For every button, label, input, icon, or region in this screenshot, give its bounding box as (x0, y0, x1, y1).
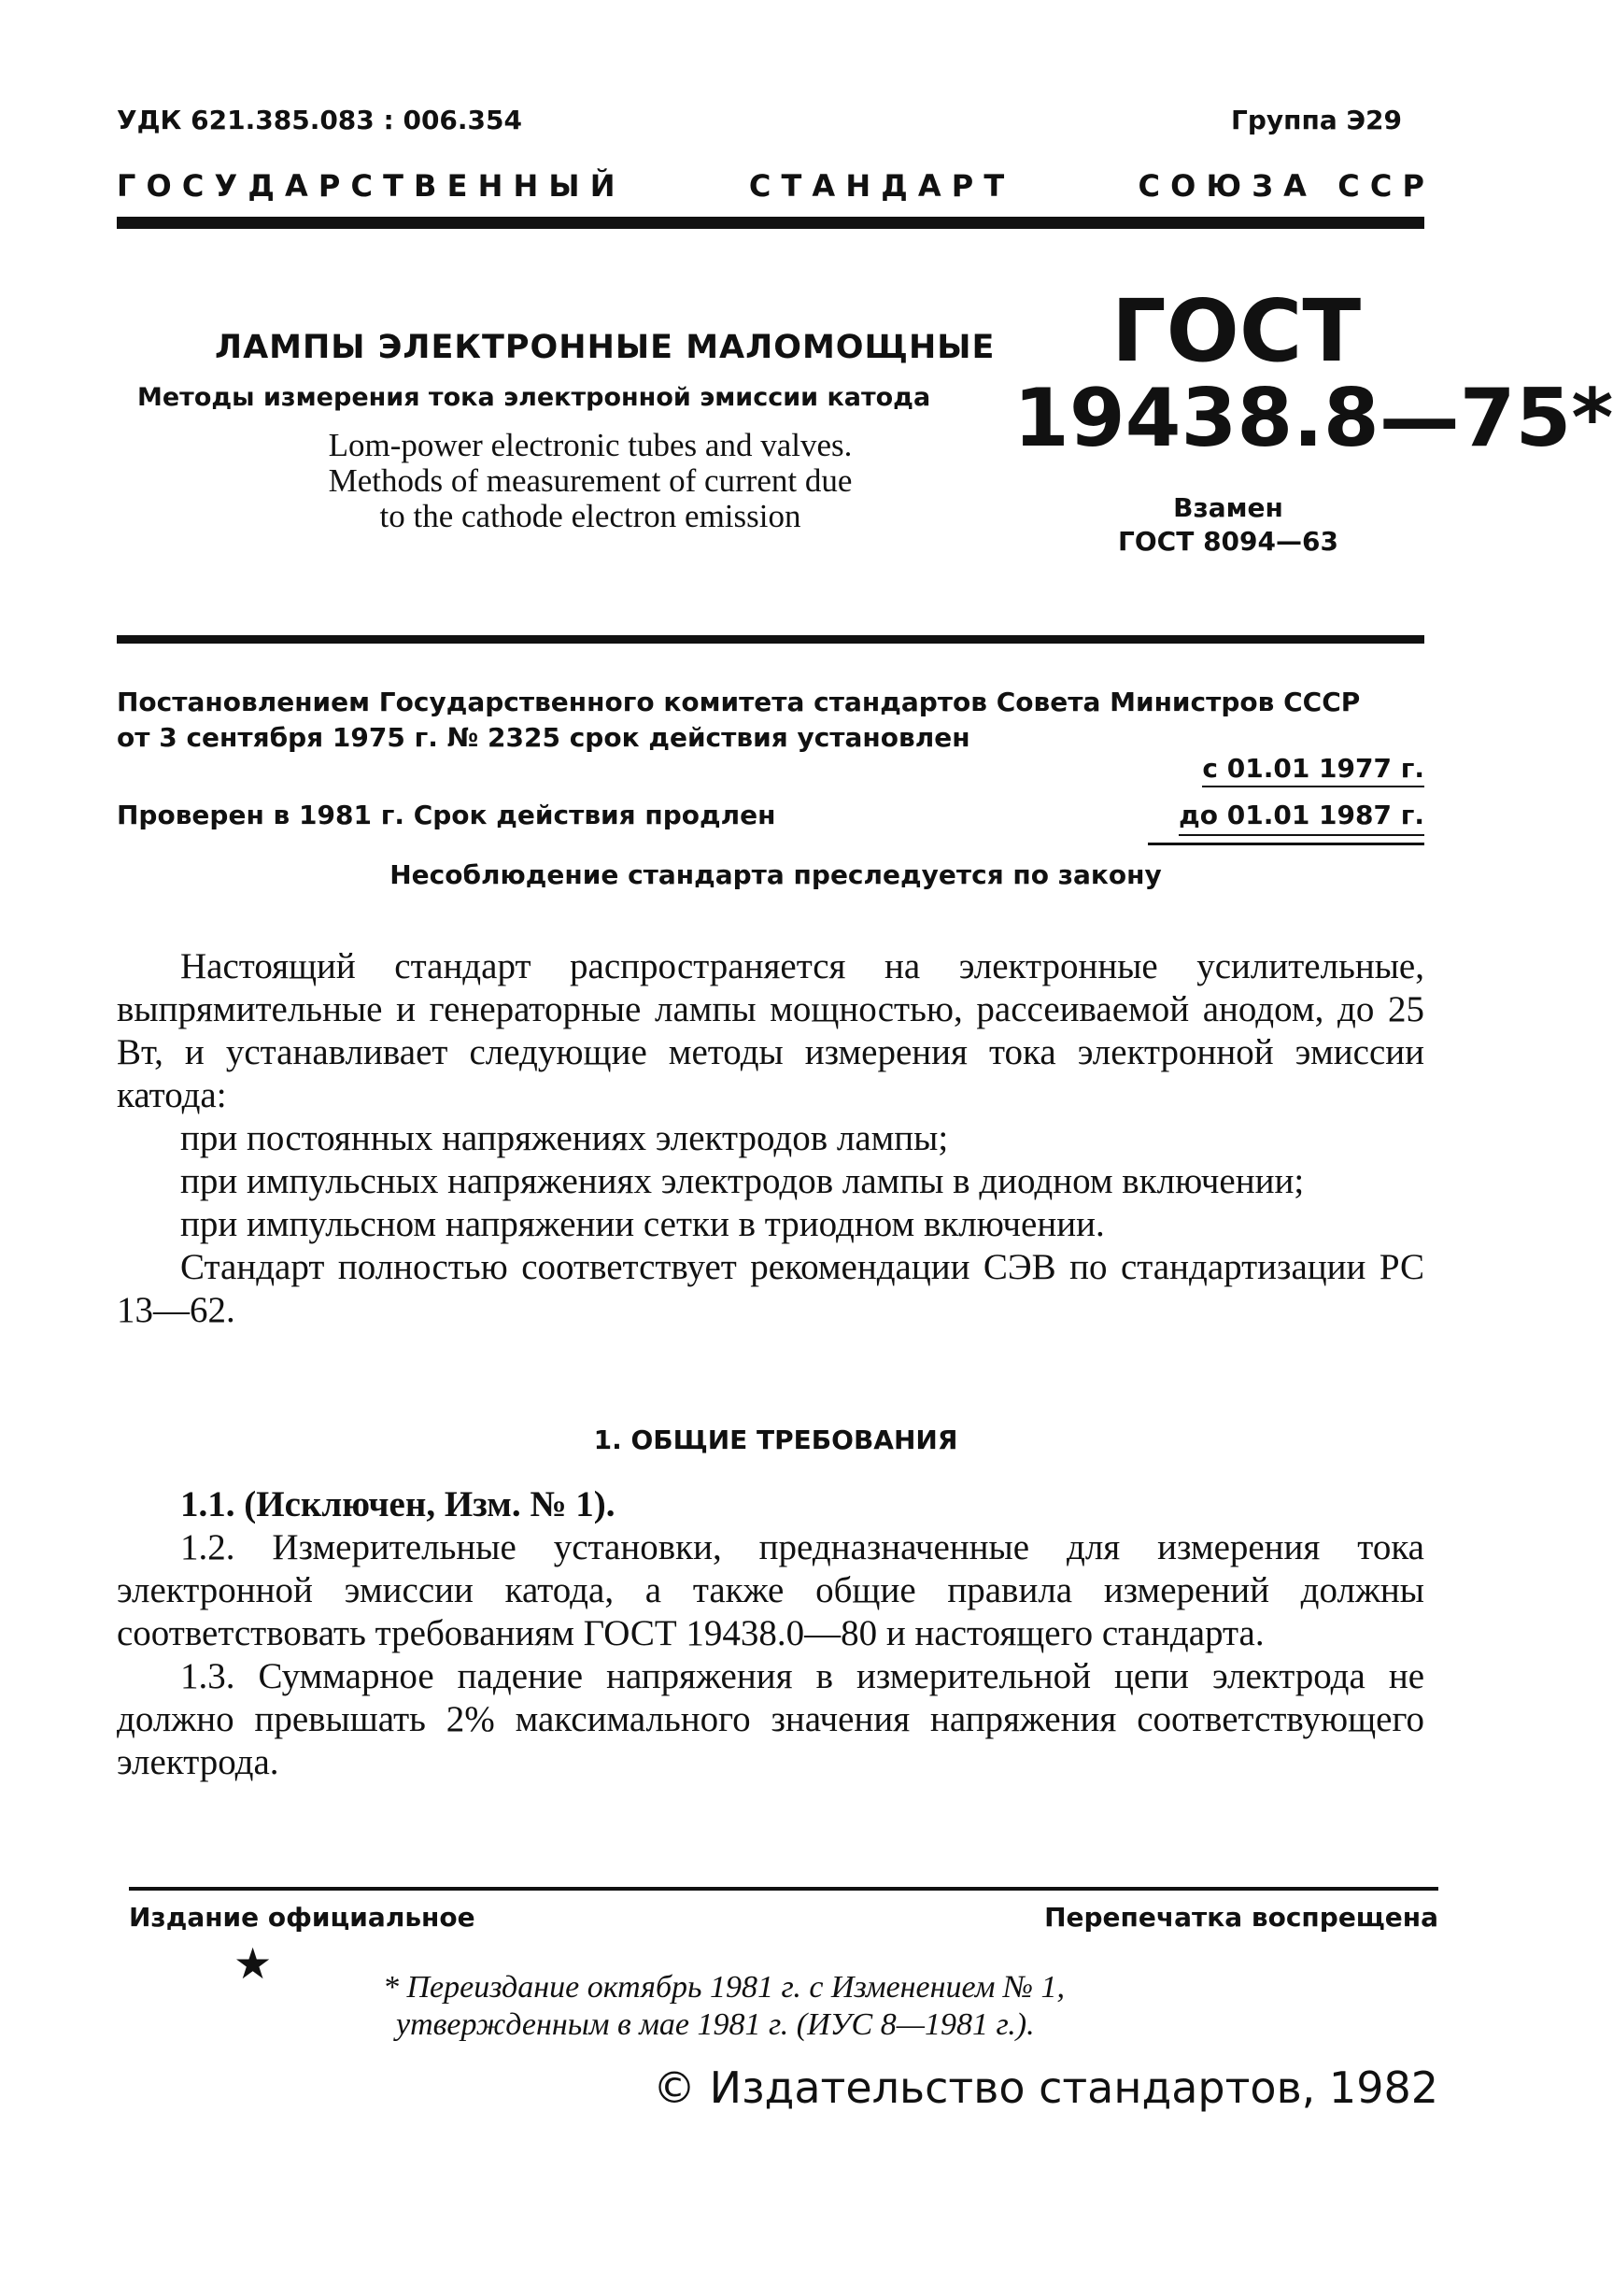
document-title: ЛАМПЫ ЭЛЕКТРОННЫЕ МАЛОМОЩНЫЕ (215, 329, 996, 366)
gost-label: ГОСТ (1111, 281, 1362, 381)
valid-from-date: с 01.01 1977 г. (1202, 753, 1424, 787)
banner-word-ussr: С О Ю З А С С Р (1138, 168, 1424, 204)
banner-word-state: Г О С У Д А Р С Т В Е Н Н Ы Й (117, 168, 615, 204)
decree-line: от 3 сентября 1975 г. № 2325 срок действия установлен (117, 722, 970, 753)
replaces-note (1102, 491, 1354, 559)
publisher-copyright: © Издательство стандартов, 1982 (653, 2062, 1438, 2113)
official-edition: Издание официальное (129, 1902, 475, 1933)
document-subtitle: Методы измерения тока электронной эмиссии катода (137, 383, 931, 412)
replaces-number: ГОСТ 8094—63 (1118, 526, 1338, 557)
intro-section (117, 945, 1424, 1332)
gost-number: 19438.8—75* (1013, 372, 1613, 465)
decree-line: Постановлением Государственного комитета стандартов Совета Министров СССР (117, 687, 1361, 717)
star-icon: ★ (233, 1938, 273, 1989)
intro-list-item: при постоянных напряжениях электродов лампы; (180, 1118, 949, 1158)
reissue-line: утвержденным в мае 1981 г. (ИУС 8—1981 г.). (396, 2007, 1035, 2042)
middle-rule (117, 635, 1424, 644)
item-1-3: 1.3. Суммарное падение напряжения в измерительной цепи электрода не должно превышать 2% максимального значения напряжения соответствующего электрода. (117, 1656, 1424, 1782)
footer-rule (129, 1887, 1438, 1891)
law-notice: Несоблюдение стандарта преследуется по закону (389, 859, 1162, 890)
section-items (117, 1483, 1424, 1784)
valid-date-underline (1148, 843, 1424, 845)
decree-text (117, 685, 1424, 756)
intro-paragraph: Настоящий стандарт распространяется на электронные усилительные, выпрямительные и генераторные лампы мощностью, рассеиваемой анодом, до 25 Вт, и устанавливает следующие методы измерения тока электронной эмиссии катода: (117, 946, 1424, 1115)
intro-paragraph: Стандарт полностью соответствует рекомендации СЭВ по стандартизации РС 13—62. (117, 1247, 1424, 1330)
udk-code: УДК 621.385.083 : 006.354 (117, 105, 522, 135)
section-heading: 1. ОБЩИЕ ТРЕБОВАНИЯ (593, 1424, 958, 1455)
banner-word-standard: С Т А Н Д А Р Т (748, 168, 1005, 204)
replaces-label: Взамен (1173, 492, 1283, 523)
valid-to-date: до 01.01 1987 г. (1179, 800, 1424, 836)
english-title-line: Lom-power electronic tubes and valves. (328, 427, 853, 463)
item-1-2: 1.2. Измерительные установки, предназначенные для измерения тока электронной эмиссии катода, а также общие правила измерений должны соответствовать требованиям ГОСТ 19438.0—80 и настоящего стандарта. (117, 1527, 1424, 1653)
standard-type-banner (117, 168, 1424, 204)
item-1-1: 1.1. (Исключен, Изм. № 1). (180, 1484, 615, 1524)
checked-note: Проверен в 1981 г. Срок действия продлен (117, 800, 776, 830)
group-code: Группа Э29 (1231, 105, 1402, 135)
reprint-notice: Перепечатка воспрещена (1044, 1902, 1438, 1933)
reissue-note (383, 1969, 1410, 2044)
top-rule (117, 217, 1424, 229)
english-title-line: to the cathode electron emission (379, 498, 801, 534)
english-title (263, 428, 917, 534)
intro-list-item: при импульсном напряжении сетки в триодном включении. (180, 1204, 1105, 1244)
reissue-line: * Переиздание октябрь 1981 г. с Изменением № 1, (383, 1970, 1066, 2005)
english-title-line: Methods of measurement of current due (328, 462, 853, 499)
intro-list-item: при импульсных напряжениях электродов лампы в диодном включении; (180, 1161, 1305, 1201)
